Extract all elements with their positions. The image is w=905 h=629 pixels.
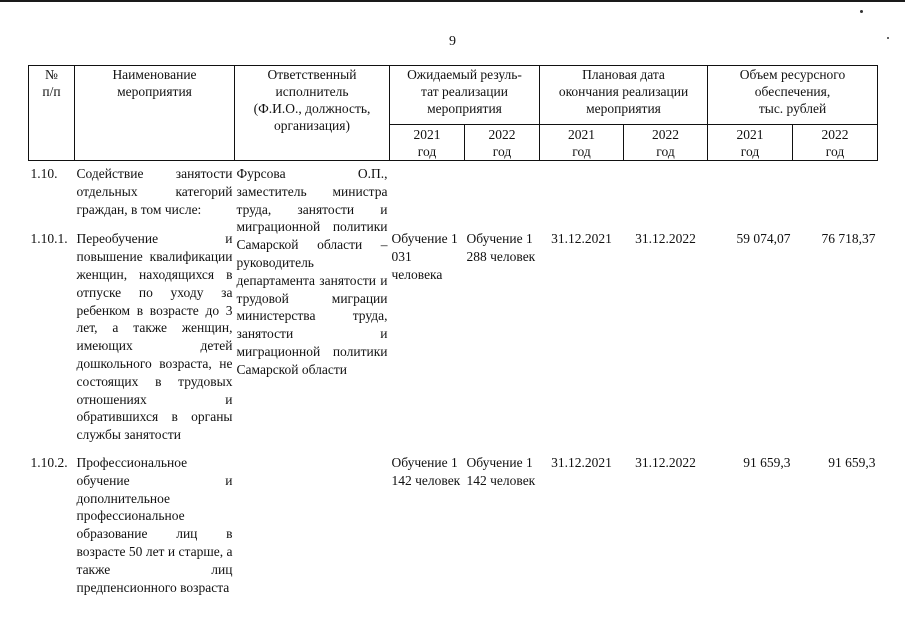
header-name bbox=[75, 66, 235, 161]
year-label: 2021 год bbox=[568, 127, 595, 159]
row-num: 1.10. bbox=[30, 166, 58, 181]
row-resource-2022: 91 659,3 bbox=[828, 454, 876, 470]
header-year bbox=[793, 125, 878, 161]
row-responsible bbox=[235, 444, 390, 596]
table-row bbox=[29, 161, 878, 219]
header-year bbox=[708, 125, 793, 161]
row-result-2021: Обучение 1 142 человек bbox=[391, 454, 461, 488]
row-result-2022 bbox=[465, 161, 540, 219]
header-year bbox=[540, 125, 624, 161]
row-date-2022: 31.12.2022 bbox=[635, 454, 696, 470]
header-year bbox=[390, 125, 465, 161]
year-label: 2022 год bbox=[652, 127, 679, 159]
row-resource-2021: 91 659,3 bbox=[743, 454, 791, 470]
header-year bbox=[465, 125, 540, 161]
row-date-2022 bbox=[624, 161, 708, 219]
header-resource-label: Объем ресурсного обеспечения, тыс. рублей bbox=[739, 67, 846, 116]
year-label: 2021 год bbox=[736, 127, 764, 159]
row-date-2021: 31.12.2021 bbox=[551, 231, 612, 247]
row-resource-2021 bbox=[708, 161, 793, 219]
row-result-2022: Обучение 1 142 человек bbox=[466, 454, 536, 488]
row-name: Переобучение и повышение квалификации женщин, находящихся в отпуске по уходу за ребенком в возрасте до 3 лет, а также женщин, имеющих детей дошкольного возраста, не состоящих в трудовых отношениях и обратившихся в органы службы занятости bbox=[76, 231, 233, 443]
header-name-label: Наименование мероприятия bbox=[112, 67, 197, 99]
row-resource-2022: 76 718,37 bbox=[821, 231, 876, 247]
header-resource bbox=[708, 66, 878, 125]
header-responsible bbox=[235, 66, 390, 161]
header-responsible-label: Ответственный исполнитель (Ф.И.О., должность, организация) bbox=[253, 67, 371, 133]
row-resource-2021: 59 074,07 bbox=[736, 231, 791, 247]
header-year bbox=[624, 125, 708, 161]
table-header bbox=[29, 66, 878, 161]
header-result bbox=[390, 66, 540, 125]
row-result-2021: Обучение 1 031 человека bbox=[391, 231, 458, 282]
scan-speck bbox=[860, 10, 863, 13]
row-result-2022: Обучение 1 288 человек bbox=[466, 231, 536, 265]
row-date-2022: 31.12.2022 bbox=[635, 231, 696, 247]
row-name: Содействие занятости отдельных категорий граждан, в том числе: bbox=[76, 166, 233, 217]
table-row bbox=[29, 444, 878, 596]
header-result-label: Ожидаемый резуль- тат реализации мероприятия bbox=[407, 67, 522, 116]
header-num-label: № п/п bbox=[42, 67, 61, 99]
year-label: 2022 год bbox=[488, 127, 516, 159]
year-label: 2021 год bbox=[413, 127, 441, 159]
header-date-label: Плановая дата окончания реализации мероприятия bbox=[558, 67, 689, 116]
row-resource-2022 bbox=[793, 161, 878, 219]
row-name: Профессиональное обучение и дополнительное профессиональное образование лиц в возрасте 50 лет и старше, а также лиц предпенсионного возраста bbox=[76, 454, 233, 595]
measures-table bbox=[28, 65, 878, 596]
row-date-2021 bbox=[540, 161, 624, 219]
header-date bbox=[540, 66, 708, 125]
row-date-2021: 31.12.2021 bbox=[551, 454, 612, 470]
table-row bbox=[29, 218, 878, 444]
row-responsible: Фурсова О.П., заместитель министра труда, занятости и миграционной политики Самарской области – руководитель департамента занятости и трудовой миграции министерства труда, занятости и миграционной политики Самарской области bbox=[236, 166, 388, 377]
page-number: 9 bbox=[449, 34, 456, 49]
header-num bbox=[29, 66, 75, 161]
scan-edge-line bbox=[0, 0, 905, 2]
row-result-2021 bbox=[390, 161, 465, 219]
row-num: 1.10.2. bbox=[30, 454, 68, 470]
row-num: 1.10.1. bbox=[30, 231, 68, 247]
year-label: 2022 год bbox=[821, 127, 849, 159]
